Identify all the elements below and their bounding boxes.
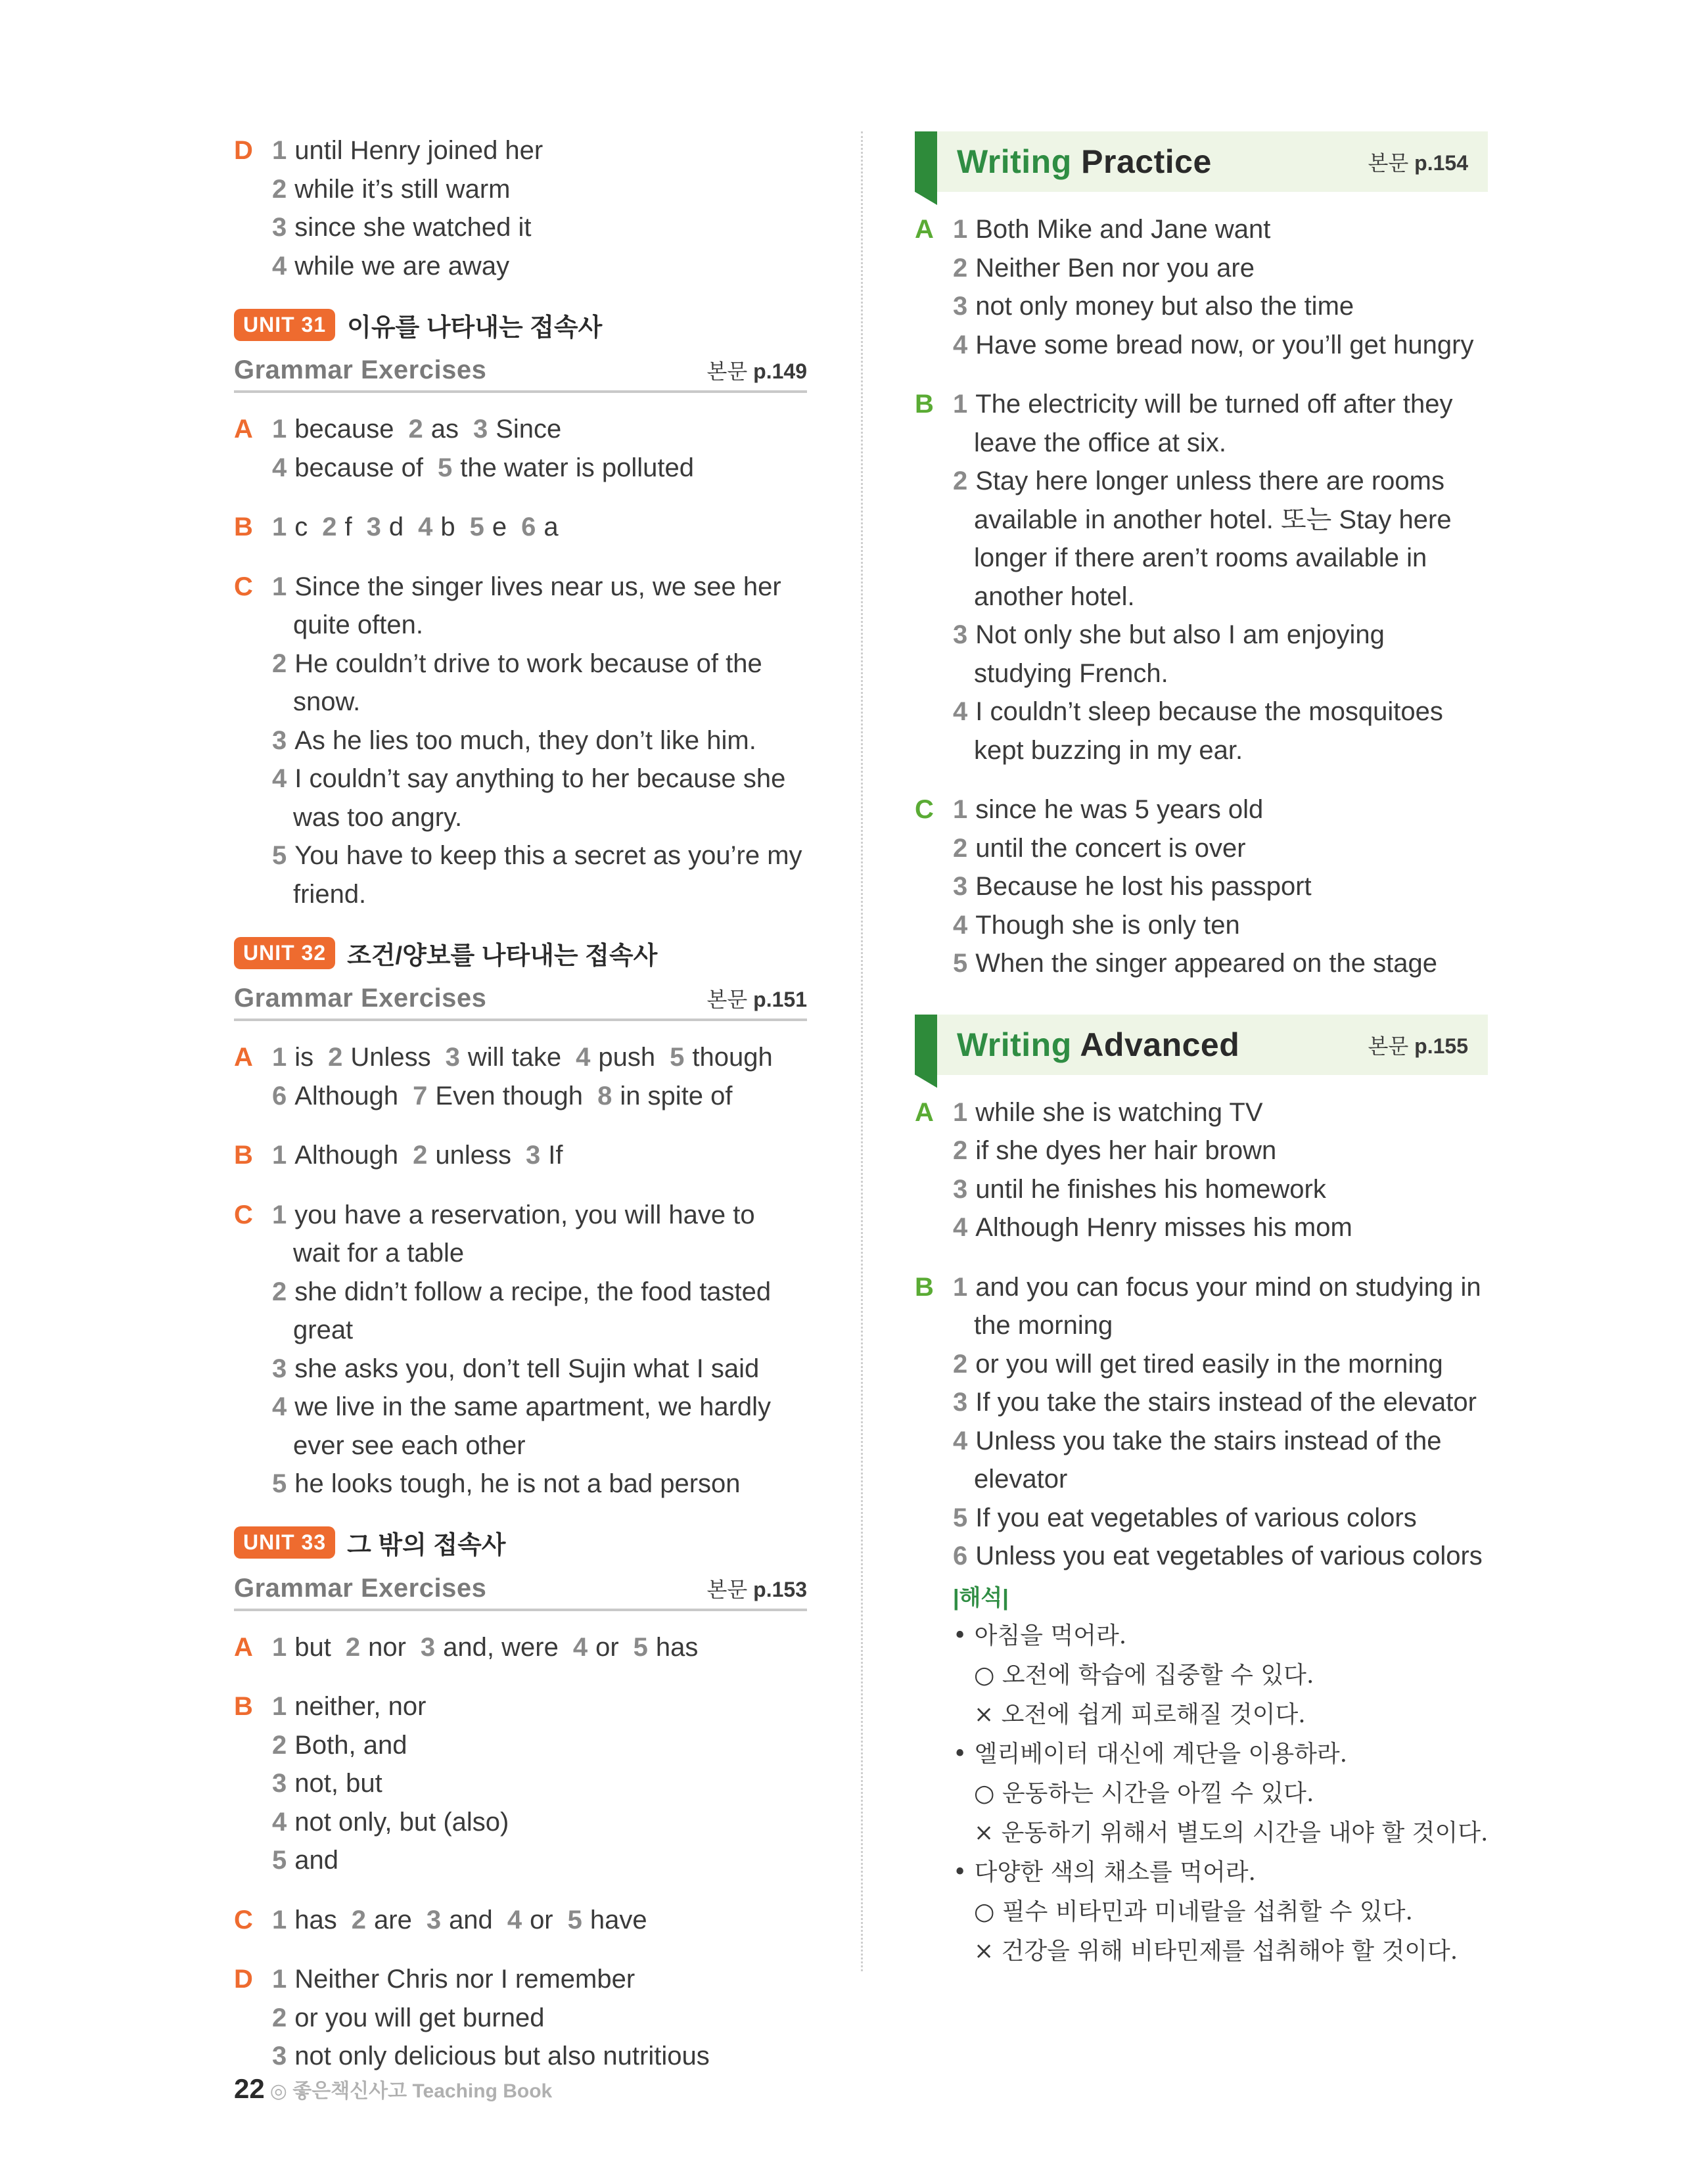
answer-text: if she dyes her hair brown — [975, 1136, 1277, 1165]
answer-text: Since — [496, 415, 562, 444]
item-number: 1 — [272, 1692, 287, 1721]
bookmark-tab — [915, 1015, 937, 1088]
answer-text: If you take the stairs instead of the elevator — [975, 1388, 1477, 1417]
answer-item — [272, 1803, 807, 1842]
item-number: 4 — [418, 513, 433, 541]
answer-text: will take — [467, 1043, 562, 1072]
item-number: 3 — [953, 292, 968, 321]
item-number: 4 — [953, 1213, 968, 1242]
answer-text: You have to keep this a secret as you’re my friend. — [293, 841, 802, 909]
exercise-b — [915, 385, 1488, 769]
bookmark-tab — [915, 131, 937, 205]
answer-line — [272, 508, 807, 547]
answer-item — [272, 1388, 807, 1465]
exercise-c — [915, 790, 1488, 983]
item-number: 1 — [953, 1097, 968, 1127]
answer-line — [272, 1628, 807, 1667]
answer-text: since he was 5 years old — [975, 795, 1264, 824]
answer-item — [272, 1273, 807, 1350]
grammar-exercises-header — [234, 983, 807, 1021]
answer-list — [272, 410, 807, 487]
exercise-letter: A — [915, 215, 934, 244]
translation-label: |해석| — [953, 1585, 1009, 1611]
answer-text: unless — [435, 1141, 512, 1170]
writing-advanced-banner — [915, 1015, 1488, 1075]
answer-item — [953, 693, 1488, 769]
answer-line — [272, 410, 807, 449]
item-number: 5 — [437, 453, 453, 482]
exercise-letter: A — [234, 1043, 253, 1072]
answer-item — [272, 1841, 807, 1880]
answer-text: or you will get burned — [294, 2003, 545, 2032]
item-number: 6 — [521, 513, 536, 541]
exercise-c — [234, 1901, 807, 1940]
answer-text: until the concert is over — [975, 833, 1246, 863]
exercise-letter: C — [234, 572, 253, 601]
answer-item — [953, 1499, 1488, 1538]
unit-33-header — [234, 1524, 807, 1561]
item-number: 3 — [953, 872, 968, 901]
answer-text: or — [530, 1905, 553, 1934]
translation-line: ○ 필수 비타민과 미네랄을 섭취할 수 있다. — [974, 1898, 1413, 1925]
exercise-letter: B — [915, 1272, 934, 1302]
item-number: 4 — [272, 1807, 287, 1837]
exercise-letter: D — [234, 1965, 253, 1994]
answer-text: she asks you, don’t tell Sujin what I said — [294, 1354, 760, 1383]
item-number: 4 — [272, 453, 287, 482]
item-number: 5 — [272, 1469, 287, 1498]
writing-advanced-title: Writing Advanced — [957, 1026, 1240, 1063]
answer-line — [272, 1038, 807, 1077]
column-divider — [861, 131, 863, 1971]
item-number: 2 — [953, 253, 968, 283]
translation-line: • 다양한 색의 채소를 먹어라. — [953, 1858, 1256, 1886]
writing-practice-title: Writing Practice — [957, 143, 1212, 180]
answer-text: Stay here longer unless there are rooms available in another hotel. 또는 Stay here longer if there aren’t rooms available in another hotel. — [974, 467, 1452, 611]
item-number: 2 — [272, 1730, 287, 1760]
item-number: 5 — [633, 1632, 648, 1662]
answer-list — [272, 131, 807, 285]
grammar-exercises-title: Grammar Exercises — [234, 984, 487, 1013]
item-number: 3 — [953, 1174, 968, 1204]
answer-text: Although — [294, 1081, 399, 1110]
item-number: 3 — [526, 1141, 541, 1170]
answer-text: until he finishes his homework — [975, 1174, 1326, 1204]
answer-text: If you eat vegetables of various colors — [975, 1503, 1417, 1532]
grammar-exercises-title: Grammar Exercises — [234, 1573, 487, 1603]
answer-text: I couldn’t say anything to her because she was too angry. — [293, 764, 786, 832]
item-number: 1 — [272, 1141, 287, 1170]
answer-item — [953, 287, 1488, 326]
item-number: 4 — [272, 764, 287, 793]
answer-list — [272, 1901, 807, 1940]
answer-item — [953, 1537, 1488, 1576]
item-number: 4 — [272, 1392, 287, 1421]
answer-text: and you can focus your mind on studying in the morning — [974, 1272, 1481, 1340]
answer-text: a — [543, 513, 559, 541]
exercise-d — [234, 131, 807, 285]
answer-item — [953, 829, 1488, 868]
answer-text: Since the singer lives near us, we see her quite often. — [293, 572, 781, 639]
answer-item — [953, 210, 1488, 249]
answer-item — [272, 1960, 807, 1999]
item-number: 8 — [597, 1081, 612, 1110]
answer-text: f — [344, 513, 352, 541]
answer-text: and — [449, 1905, 493, 1934]
answer-list — [272, 1196, 807, 1503]
answer-text: Though she is only ten — [975, 910, 1240, 940]
answer-text: because — [294, 415, 394, 444]
answer-text: neither, nor — [294, 1692, 427, 1721]
answer-line — [272, 1136, 807, 1175]
exercise-letter: D — [234, 136, 253, 165]
unit-title: 그 밖의 접속사 — [347, 1532, 506, 1559]
answer-text: or you will get tired easily in the morning — [975, 1349, 1443, 1379]
exercise-d — [234, 1960, 807, 2076]
answer-text: I couldn’t sleep because the mosquitoes kept buzzing in my ear. — [974, 697, 1443, 765]
item-number: 2 — [953, 833, 968, 863]
answer-text: as — [430, 415, 459, 444]
answer-list — [272, 568, 807, 914]
answer-item — [272, 208, 807, 247]
exercise-letter: B — [234, 1141, 253, 1170]
answer-list — [953, 1268, 1488, 1576]
answer-text: e — [492, 513, 507, 541]
item-number: 2 — [413, 1141, 428, 1170]
answer-item — [272, 247, 807, 286]
answer-text: while we are away — [294, 251, 510, 281]
item-number: 2 — [272, 174, 287, 204]
right-column — [915, 131, 1488, 1971]
item-number: 2 — [408, 415, 423, 444]
page-reference: 본문 p.151 — [706, 988, 807, 1011]
answer-text: we live in the same apartment, we hardly ever see each other — [293, 1392, 772, 1460]
answer-text: Unless you eat vegetables of various colors — [975, 1542, 1483, 1570]
answer-text: push — [598, 1043, 656, 1072]
answer-list — [953, 1093, 1488, 1247]
answer-item — [272, 1764, 807, 1803]
answer-item — [953, 462, 1488, 616]
item-number: 4 — [953, 1426, 968, 1455]
exercise-letter: A — [234, 415, 253, 444]
translation-line: ○ 운동하는 시간을 아낄 수 있다. — [974, 1779, 1314, 1807]
answer-text: you have a reservation, you will have to wait for a table — [293, 1200, 755, 1268]
answer-item — [272, 1465, 807, 1503]
answer-item — [953, 1093, 1488, 1132]
item-number: 1 — [272, 1632, 287, 1662]
item-number: 2 — [328, 1043, 343, 1072]
item-number: 3 — [420, 1632, 436, 1662]
answer-text: and, were — [443, 1632, 559, 1662]
item-number: 4 — [272, 251, 287, 281]
grammar-exercises-title: Grammar Exercises — [234, 355, 487, 384]
answer-list — [953, 385, 1488, 769]
item-number: 1 — [272, 1965, 287, 1994]
item-number: 3 — [445, 1043, 460, 1072]
page-footer — [234, 2073, 552, 2105]
answer-list — [272, 1038, 807, 1115]
answer-text: Unless — [350, 1043, 431, 1072]
answer-text: c — [294, 513, 308, 541]
exercise-c — [234, 568, 807, 914]
answer-text: have — [589, 1905, 647, 1934]
answer-list — [953, 790, 1488, 983]
unit-badge: UNIT 31 — [234, 309, 335, 341]
item-number: 2 — [953, 1349, 968, 1379]
item-number: 2 — [345, 1632, 361, 1662]
translation-list — [915, 1616, 1488, 1971]
item-number: 2 — [322, 513, 337, 541]
item-number: 3 — [272, 213, 287, 242]
item-number: 2 — [272, 1277, 287, 1306]
translation-line: × 건강을 위해 비타민제를 섭취해야 할 것이다. — [974, 1937, 1458, 1965]
answer-list — [272, 1628, 807, 1667]
answer-text: Both Mike and Jane want — [975, 215, 1271, 244]
writing-practice-banner — [915, 131, 1488, 192]
exercise-b — [234, 1136, 807, 1175]
item-number: 2 — [953, 467, 968, 495]
item-number: 3 — [272, 1354, 287, 1383]
unit-title: 조건/양보를 나타내는 접속사 — [347, 942, 658, 970]
answer-line — [272, 449, 807, 488]
item-number: 3 — [272, 725, 287, 755]
answer-text: because of — [294, 453, 423, 482]
exercise-a — [234, 410, 807, 487]
answer-item — [272, 1196, 807, 1273]
answer-text: Neither Ben nor you are — [975, 253, 1255, 283]
item-number: 2 — [953, 1136, 968, 1165]
item-number: 6 — [953, 1542, 968, 1570]
exercise-letter: A — [915, 1097, 934, 1127]
answer-text: while it’s still warm — [294, 174, 511, 204]
answer-text: in spite of — [620, 1081, 733, 1110]
answer-text: Both, and — [294, 1730, 407, 1760]
exercise-letter: A — [234, 1632, 253, 1662]
item-number: 3 — [426, 1905, 442, 1934]
answer-item — [953, 944, 1488, 983]
answer-item — [953, 1208, 1488, 1247]
answer-item — [272, 760, 807, 836]
answer-text: Unless you take the stairs instead of the elevator — [974, 1426, 1442, 1494]
item-number: 1 — [953, 390, 968, 419]
answer-item — [953, 1170, 1488, 1209]
answer-text: Even though — [435, 1081, 584, 1110]
translation-line: × 운동하기 위해서 별도의 시간을 내야 할 것이다. — [974, 1819, 1489, 1846]
answer-item — [272, 568, 807, 645]
item-number: 4 — [572, 1632, 588, 1662]
item-number: 6 — [272, 1081, 287, 1110]
answer-text: b — [440, 513, 455, 541]
answer-text: Have some bread now, or you’ll get hungry — [975, 330, 1474, 359]
answer-item — [953, 385, 1488, 462]
item-number: 1 — [272, 1043, 287, 1072]
answer-text: not, but — [294, 1769, 382, 1798]
answer-text: As he lies too much, they don’t like him. — [294, 725, 756, 755]
item-number: 5 — [272, 1846, 287, 1875]
item-number: 7 — [413, 1081, 428, 1110]
exercise-a — [234, 1628, 807, 1667]
answer-text: not only, but (also) — [294, 1807, 509, 1837]
unit-badge: UNIT 33 — [234, 1526, 335, 1559]
answer-text: Neither Chris nor I remember — [294, 1965, 635, 1994]
answer-text: are — [374, 1905, 412, 1934]
item-number: 3 — [953, 1388, 968, 1417]
answer-item — [953, 326, 1488, 365]
answer-line — [272, 1901, 807, 1940]
answer-text: she didn’t follow a recipe, the food tasted great — [293, 1277, 772, 1344]
page-reference: 본문 p.149 — [706, 359, 807, 383]
answer-item — [272, 2037, 807, 2076]
answer-item — [272, 1350, 807, 1388]
item-number: 2 — [272, 649, 287, 678]
answer-item — [953, 790, 1488, 829]
answer-text: has — [655, 1632, 699, 1662]
answer-item — [272, 1726, 807, 1765]
answer-text: or — [595, 1632, 619, 1662]
answer-text: When the singer appeared on the stage — [975, 949, 1437, 978]
exercise-letter: C — [234, 1905, 253, 1934]
exercise-letter: B — [234, 1692, 253, 1721]
answer-text: and — [294, 1846, 338, 1875]
item-number: 5 — [953, 949, 968, 978]
item-number: 5 — [272, 841, 287, 870]
answer-item — [953, 1268, 1488, 1345]
answer-item — [272, 1687, 807, 1726]
page-reference: 본문 p.154 — [1368, 151, 1468, 175]
page-reference: 본문 p.153 — [706, 1577, 807, 1601]
unit-32-header — [234, 934, 807, 971]
answer-text: nor — [368, 1632, 406, 1662]
exercise-b — [234, 1687, 807, 1880]
answer-item — [272, 721, 807, 760]
page-number: 22 — [234, 2073, 265, 2104]
exercise-letter: C — [234, 1200, 253, 1229]
book-title: ◎ 좋은책신사고 Teaching Book — [269, 2080, 553, 2102]
grammar-exercises-header — [234, 355, 807, 393]
item-number: 4 — [507, 1905, 522, 1934]
exercise-letter: B — [234, 513, 253, 541]
answer-item — [953, 616, 1488, 693]
item-number: 4 — [953, 697, 968, 726]
answer-text: since she watched it — [294, 213, 532, 242]
translation-line: ○ 오전에 학습에 집중할 수 있다. — [974, 1661, 1314, 1689]
answer-item — [953, 906, 1488, 945]
item-number: 3 — [272, 1769, 287, 1798]
answer-text: has — [294, 1905, 337, 1934]
item-number: 1 — [272, 1905, 287, 1934]
exercise-a — [234, 1038, 807, 1115]
answer-item — [272, 170, 807, 209]
unit-31-header — [234, 306, 807, 343]
answer-list — [953, 210, 1488, 364]
answer-item — [953, 1345, 1488, 1384]
answer-text: is — [294, 1043, 314, 1072]
answer-text: If — [548, 1141, 563, 1170]
answer-text: The electricity will be turned off after they leave the office at six. — [974, 390, 1453, 457]
item-number: 1 — [272, 136, 287, 165]
answer-text: the water is polluted — [460, 453, 694, 482]
unit-badge: UNIT 32 — [234, 937, 335, 969]
exercise-b — [234, 508, 807, 547]
item-number: 4 — [953, 330, 968, 359]
item-number: 5 — [953, 1503, 968, 1532]
item-number: 1 — [272, 1200, 287, 1229]
page-reference: 본문 p.155 — [1368, 1034, 1468, 1058]
exercise-c — [234, 1196, 807, 1503]
item-number: 3 — [953, 620, 968, 649]
item-number: 3 — [366, 513, 381, 541]
item-number: 5 — [670, 1043, 685, 1072]
answer-text: until Henry joined her — [294, 136, 543, 165]
answer-text: though — [692, 1043, 773, 1072]
item-number: 1 — [272, 415, 287, 444]
left-column — [234, 131, 807, 2097]
answer-item — [953, 249, 1488, 288]
answer-text: not only delicious but also nutritious — [294, 2042, 710, 2070]
answer-text: d — [388, 513, 404, 541]
answer-list — [272, 508, 807, 547]
grammar-exercises-header — [234, 1573, 807, 1611]
answer-list — [272, 1960, 807, 2076]
item-number: 5 — [469, 513, 484, 541]
answer-list — [272, 1136, 807, 1175]
exercise-b — [915, 1268, 1488, 1576]
answer-text: He couldn’t drive to work because of the snow. — [293, 649, 762, 716]
item-number: 1 — [953, 1272, 968, 1302]
answer-item — [272, 836, 807, 913]
answer-text: Because he lost his passport — [975, 872, 1312, 901]
exercise-letter: B — [915, 390, 934, 419]
answer-text: while she is watching TV — [975, 1097, 1263, 1127]
answer-text: but — [294, 1632, 331, 1662]
item-number: 2 — [351, 1905, 366, 1934]
item-number: 1 — [272, 513, 287, 541]
answer-item — [272, 645, 807, 721]
exercise-a — [915, 210, 1488, 364]
answer-text: Not only she but also I am enjoying studying French. — [974, 620, 1385, 688]
answer-item — [953, 1132, 1488, 1170]
item-number: 2 — [272, 2003, 287, 2032]
answer-line — [272, 1077, 807, 1116]
translation-line: • 아침을 먹어라. — [953, 1622, 1127, 1649]
answer-text: he looks tough, he is not a bad person — [294, 1469, 741, 1498]
item-number: 1 — [953, 795, 968, 824]
exercise-a — [915, 1093, 1488, 1247]
answer-text: not only money but also the time — [975, 292, 1354, 321]
exercise-letter: C — [915, 795, 934, 824]
translation-line: • 엘리베이터 대신에 계단을 이용하라. — [953, 1740, 1348, 1768]
item-number: 1 — [272, 572, 287, 601]
answer-text: Although — [294, 1141, 399, 1170]
translation-line: × 오전에 쉽게 피로해질 것이다. — [974, 1701, 1306, 1728]
answer-list — [272, 1687, 807, 1880]
item-number: 3 — [473, 415, 488, 444]
item-number: 4 — [576, 1043, 591, 1072]
answer-item — [272, 131, 807, 170]
item-number: 4 — [953, 910, 968, 940]
item-number: 5 — [567, 1905, 582, 1934]
answer-item — [953, 867, 1488, 906]
answer-text: Although Henry misses his mom — [975, 1213, 1352, 1242]
answer-item — [953, 1422, 1488, 1499]
answer-item — [272, 1999, 807, 2038]
unit-title: 이유를 나타내는 접속사 — [347, 313, 603, 342]
item-number: 3 — [272, 2042, 287, 2070]
item-number: 1 — [953, 215, 968, 244]
answer-item — [953, 1383, 1488, 1422]
